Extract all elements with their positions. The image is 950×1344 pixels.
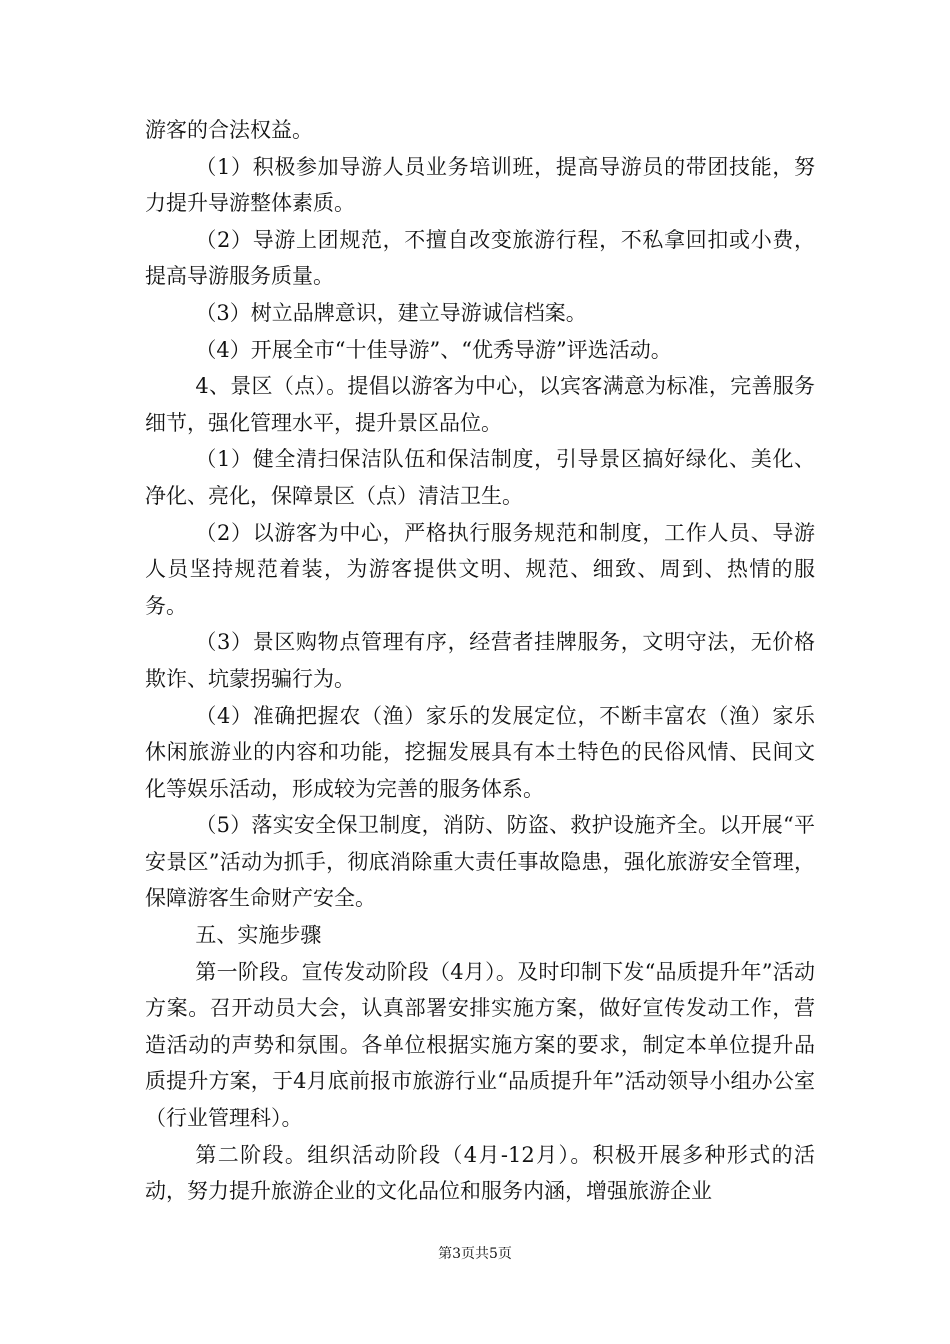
paragraph-10: （4）准确把握农（渔）家乐的发展定位，不断丰富农（渔）家乐休闲旅游业的内容和功能，挖掘发展具有本土特色的民俗风情、民间文化等娱乐活动，形成较为完善的服务体系。 [145,703,815,801]
paragraph-3: （2）导游上团规范，不擅自改变旅游行程，不私拿回扣或小费，提高导游服务质量。 [145,227,815,289]
paragraph-1: 游客的合法权益。 [145,118,313,142]
paragraph-14: 第二阶段。组织活动阶段（4月-12月）。积极开展多种形式的活动，努力提升旅游企业的文化品位和服务内涵，增强旅游企业 [145,1142,815,1204]
paragraph-13: 第一阶段。宣传发动阶段（4月）。及时印制下发“品质提升年”活动方案。召开动员大会，认真部署安排实施方案，做好宣传发动工作，营造活动的声势和氛围。各单位根据实施方案的要求，制定本单位提升品质提升方案，于4月底前报市旅游行业“品质提升年”活动领导小组办公室（行业管理科）。 [145,959,815,1131]
paragraph-6: 4、景区（点）。提倡以游客为中心，以宾客满意为标准，完善服务细节，强化管理水平，提升景区品位。 [145,374,815,435]
paragraph-7: （1）健全清扫保洁队伍和保洁制度，引导景区搞好绿化、美化、净化、亮化，保障景区（点）清洁卫生。 [145,447,815,508]
paragraph-4: （3）树立品牌意识，建立导游诚信档案。 [195,300,587,325]
body-text [145,112,815,1210]
paragraph-11: （5）落实安全保卫制度，消防、防盗、救护设施齐全。以开展“平安景区”活动为抓手，彻底消除重大责任事故隐患，强化旅游安全管理，保障游客生命财产安全。 [145,813,815,911]
paragraph-8: （2）以游客为中心，严格执行服务规范和制度，工作人员、导游人员坚持规范着装，为游客提供文明、规范、细致、周到、热情的服务。 [145,520,815,618]
paragraph-5: （4）开展全市“十佳导游”、“优秀导游”评选活动。 [195,337,672,362]
section-heading: 五、实施步骤 [195,923,322,948]
page-number: 第3页共5页 [438,1246,512,1262]
page-footer [0,1243,950,1263]
paragraph-2: （1）积极参加导游人员业务培训班，提高导游员的带团技能，努力提升导游整体素质。 [145,154,815,216]
paragraph-9: （3）景区购物点管理有序，经营者挂牌服务，文明守法，无价格欺诈、坑蒙拐骗行为。 [145,630,815,691]
